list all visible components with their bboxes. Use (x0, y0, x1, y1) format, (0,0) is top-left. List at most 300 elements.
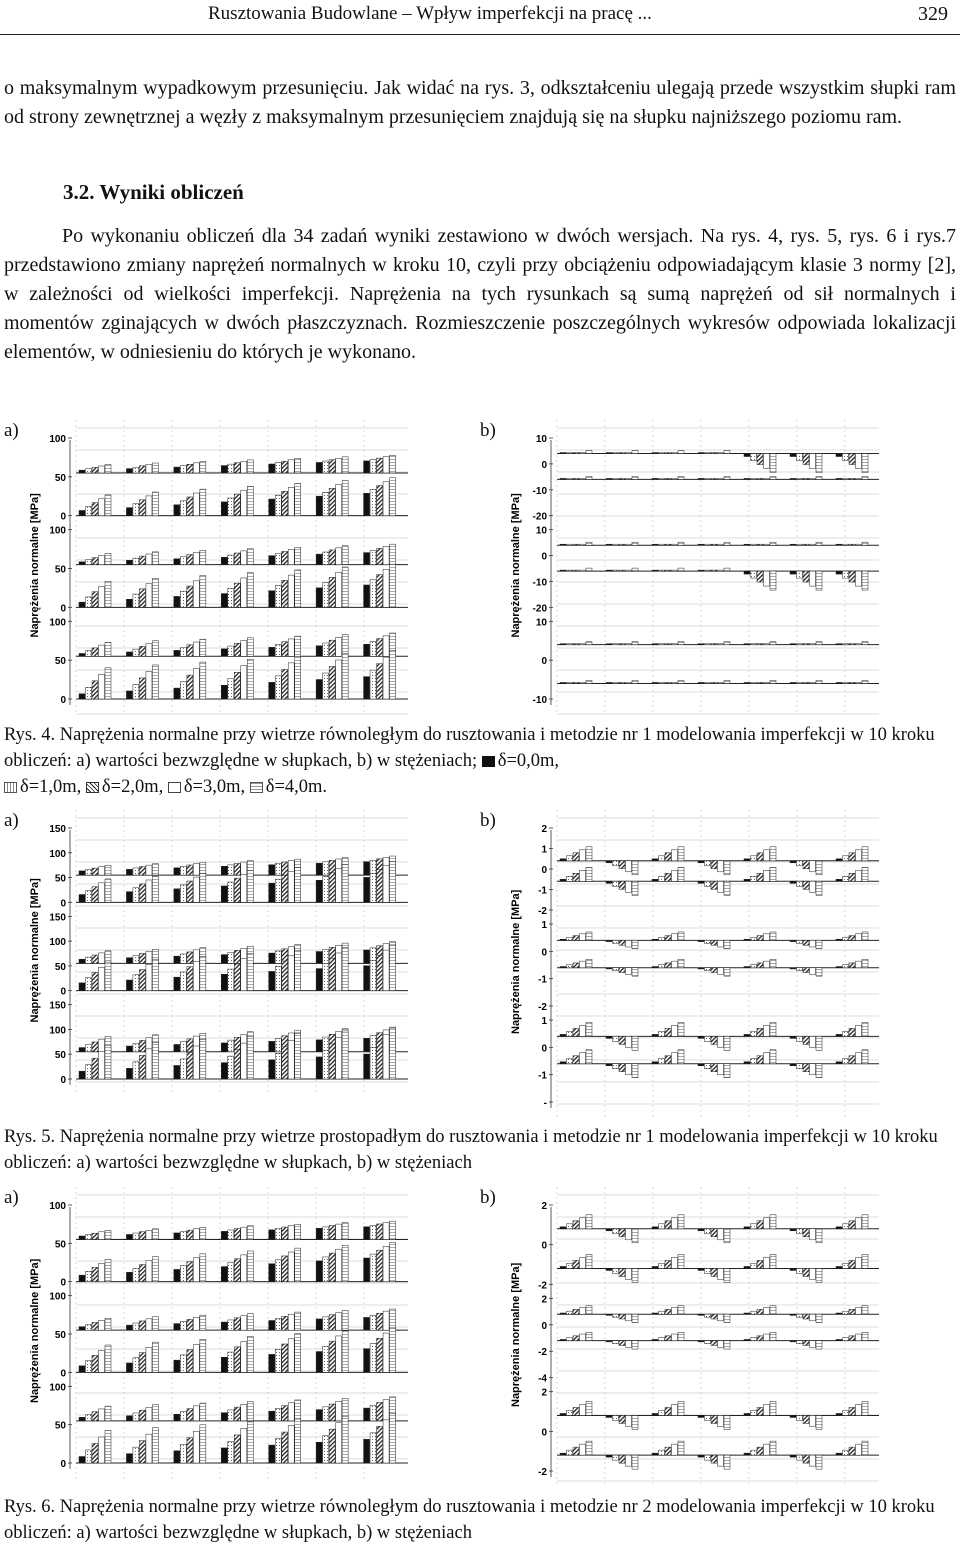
fig5b-bar (632, 1036, 638, 1050)
fig6b-bar (659, 1410, 665, 1415)
fig5b-bar (567, 876, 573, 881)
fig4a-bar (152, 641, 158, 657)
fig6b-bar (567, 1450, 573, 1455)
fig6a-bar (139, 1265, 145, 1282)
fig6a-bar (187, 1319, 193, 1330)
page-number: 329 (918, 3, 948, 25)
fig6b-tick: 2 (541, 1387, 547, 1399)
fig6a-bar (234, 1435, 240, 1463)
fig6b-bar (790, 1229, 796, 1231)
fig4b-bar (580, 453, 586, 454)
fig6a-bar (282, 1256, 288, 1282)
fig6a-tick: 100 (49, 1382, 66, 1394)
fig6b-bar (573, 1336, 579, 1341)
fig6b-bar (560, 1413, 566, 1415)
fig6b-bar (652, 1227, 658, 1229)
fig6b-bar (619, 1341, 625, 1346)
fig5b-bar (856, 961, 862, 968)
fig6a-bar (92, 1233, 98, 1239)
fig5a-bar (377, 870, 383, 903)
fig4a-bar (323, 583, 329, 608)
fig6a-bar (187, 1230, 193, 1239)
fig6b-bar (711, 1314, 717, 1319)
fig4b-tick: 10 (535, 434, 547, 445)
fig4b-bar (856, 682, 862, 683)
fig4b-bar (652, 544, 658, 545)
fig4b-bar (632, 568, 638, 571)
fig4a-bar (180, 682, 186, 699)
fig4a-bar (377, 575, 383, 608)
fig4b-bar (626, 682, 632, 683)
fig5b-bar (744, 879, 750, 881)
fig6a-bar (269, 1264, 275, 1282)
fig5b-bar (836, 879, 842, 881)
fig4a-bar (383, 569, 389, 607)
fig4a-bar (288, 549, 294, 564)
fig6a-bar (269, 1321, 275, 1331)
fig4a-bar (329, 550, 335, 565)
fig6a-bar (329, 1226, 335, 1240)
legend-swatch-solid (482, 756, 495, 767)
fig4a-bar (342, 567, 348, 607)
fig5a-bar (139, 1040, 145, 1051)
fig6a-bar (92, 1355, 98, 1372)
fig6b-bar (705, 1455, 711, 1460)
fig5b-bar (803, 940, 809, 945)
fig6b-bar (810, 1455, 816, 1466)
fig4a-bar (241, 461, 247, 473)
fig6a-bar (336, 1224, 342, 1239)
fig6b-bar (567, 1263, 573, 1268)
fig4a-bar (234, 672, 240, 699)
fig4b-bar (705, 570, 711, 571)
fig5a-bar (282, 862, 288, 875)
fig5b-bar (744, 1062, 750, 1064)
fig5b-bar (560, 879, 566, 881)
fig4a-bar (241, 551, 247, 565)
fig6a-bar (152, 1317, 158, 1330)
fig6a-bar (133, 1323, 139, 1330)
fig5a-bar (126, 1046, 132, 1052)
fig4b-bar (652, 644, 658, 645)
fig5b-bar (659, 965, 665, 968)
fig4b-bar (619, 478, 625, 479)
legend-swatch-dotted (4, 782, 17, 793)
fig4b-bar (757, 644, 763, 645)
fig6b-bar (711, 1268, 717, 1276)
fig5b-bar (797, 968, 803, 971)
fig6a-bar (390, 1328, 396, 1372)
fig4b-bar (724, 680, 730, 683)
fig4a-bar (86, 469, 92, 473)
fig4b-bar (836, 571, 842, 574)
fig5a-bar (234, 878, 240, 902)
fig4b-bar (580, 570, 586, 571)
fig5a-bar (200, 956, 206, 990)
fig6b-bar (803, 1229, 809, 1237)
fig5b-bar (790, 1036, 796, 1038)
fig5b-bar (856, 1025, 862, 1036)
fig6a-bar (342, 1416, 348, 1463)
fig4b-tick: -10 (532, 577, 547, 589)
fig5b-bar (790, 881, 796, 883)
fig6b-bar (626, 1341, 632, 1348)
fig6b-bar (790, 1314, 796, 1315)
fig4a-bar (329, 488, 335, 515)
fig6a-bar (180, 1355, 186, 1372)
fig4b-bar (606, 478, 612, 479)
fig6a-tick: 0 (60, 1368, 66, 1380)
fig4b-bar (613, 478, 619, 479)
fig6b-bar (856, 1218, 862, 1229)
fig6b-bar (764, 1257, 770, 1268)
fig6a-bar (377, 1250, 383, 1281)
running-title: Rusztowania Budowlane – Wpływ imperfekcji na pracę ... (208, 3, 652, 24)
fig4a-bar (126, 508, 132, 516)
fig4a-bar (336, 548, 342, 565)
fig5b-bar (770, 1050, 776, 1064)
fig4a-bar (364, 493, 370, 515)
fig6b-bar (718, 1314, 724, 1321)
fig4b-bar (678, 451, 684, 454)
fig4b-bar (678, 476, 684, 479)
fig5b-tick: -1 (538, 885, 547, 897)
fig6a-bar (105, 1406, 111, 1421)
fig4a-tick: 0 (60, 511, 66, 523)
fig5b-bar (567, 1059, 573, 1064)
fig4a-bar (234, 643, 240, 656)
fig4b-bar (632, 542, 638, 545)
fig6b-tick: -4 (538, 1373, 547, 1385)
fig6b-bar (751, 1450, 757, 1455)
fig4a-bar (323, 643, 329, 656)
fig6a-bar (92, 1444, 98, 1464)
fig5b-bar (744, 967, 750, 968)
fig6b-bar (751, 1311, 757, 1314)
intro-paragraph: o maksymalnym wypadkowym przesunięciu. Jak widać na rys. 3, odkształceniu ulegają przede wszystkim słupki ram od strony zewnętrznej a węzły z maksymalnym przesunięciem znajdują się na słupku najniższego poziomu ram. (4, 77, 956, 128)
fig5a-tick: 150 (49, 1000, 66, 1012)
fig5a-bar (241, 874, 247, 902)
fig4b-bar (836, 682, 842, 683)
fig4a-bar (193, 463, 199, 473)
fig6b-bar (573, 1309, 579, 1314)
fig4a-bar (126, 469, 132, 473)
fig6b-bar (567, 1311, 573, 1314)
fig4b-bar (678, 642, 684, 645)
fig4a-bar (247, 460, 253, 473)
fig4b-bar (586, 680, 592, 683)
fig5a-chart (24, 810, 414, 1095)
fig5a-bar (105, 865, 111, 875)
fig5b-bar (770, 847, 776, 861)
fig6a-bar (370, 1315, 376, 1330)
fig5a-bar (146, 880, 152, 902)
fig5a-bar (323, 949, 329, 963)
fig5b-bar (619, 1036, 625, 1044)
fig5a-bar (269, 883, 275, 902)
fig5a-bar (329, 1044, 335, 1079)
fig6a-bar (180, 1444, 186, 1463)
fig6b-bar (665, 1447, 671, 1455)
fig6a-bar (139, 1232, 145, 1240)
fig5a-bar (105, 962, 111, 991)
fig5a-tick: 150 (49, 824, 66, 835)
fig6b-bar (843, 1450, 849, 1455)
fig6b-bar (849, 1221, 855, 1229)
fig4a-bar (316, 588, 322, 608)
fig5b-bar (862, 867, 868, 881)
fig6b-bar (836, 1266, 842, 1268)
fig6a-bar (180, 1266, 186, 1282)
fig6b-bar (770, 1215, 776, 1229)
fig4a-bar (269, 647, 275, 656)
fig4a-tick: 100 (49, 617, 66, 629)
fig4b-bar (573, 478, 579, 479)
fig5b-bar (705, 1036, 711, 1041)
fig6a-bar (99, 1263, 105, 1281)
fig4a-bar (228, 464, 234, 473)
fig5a-bar (247, 953, 253, 990)
fig6b-bar (836, 1453, 842, 1455)
fig6a-bar (228, 1320, 234, 1330)
fig5b-bar (705, 881, 711, 886)
fig6b-bar (764, 1334, 770, 1341)
fig4b-bar (659, 544, 665, 545)
fig4a-chart (24, 420, 414, 715)
fig5b-bar (790, 1064, 796, 1066)
fig4a-bar (288, 487, 294, 515)
fig5b-bar (724, 861, 730, 875)
fig4b-bar (586, 568, 592, 571)
fig5b-bar (613, 1036, 619, 1041)
fig4a-bar (336, 572, 342, 607)
fig4a-bar (86, 597, 92, 607)
fig6b-bar (751, 1224, 757, 1229)
fig6a-bar (364, 1258, 370, 1282)
fig6b-bar (705, 1268, 711, 1273)
fig6a-bar (146, 1347, 152, 1372)
fig4b-bar (744, 544, 750, 545)
fig5b-bar (810, 940, 816, 947)
fig5a-bar (329, 872, 335, 902)
fig4b-bar (567, 644, 573, 645)
fig5a-bar (323, 862, 329, 875)
fig6a-bar (105, 1431, 111, 1464)
fig6b-bar (810, 1229, 816, 1240)
fig6a-bar (364, 1349, 370, 1373)
fig5b-bar (810, 1064, 816, 1075)
fig6b-bar (626, 1268, 632, 1279)
fig4b-tick: -20 (532, 603, 547, 615)
fig5b-bar (665, 963, 671, 968)
fig6a-bar (316, 1442, 322, 1463)
fig5a-bar (126, 1068, 132, 1079)
fig4-label-b: b) (480, 420, 496, 441)
fig6b-bar (849, 1309, 855, 1314)
fig6b-bar (698, 1314, 704, 1315)
fig6b-bar (698, 1455, 704, 1457)
fig4a-bar (146, 584, 152, 608)
fig4b-bar (816, 571, 822, 590)
fig4a-bar (133, 594, 139, 607)
fig6b-bar (718, 1268, 724, 1279)
fig5b-bar (757, 1028, 763, 1036)
legend-d3: δ=3,0m, (183, 777, 246, 797)
fig4a-bar (377, 486, 383, 516)
fig5a-bar (275, 966, 281, 990)
fig6b-bar (586, 1441, 592, 1455)
fig6a-bar (105, 1260, 111, 1282)
fig6b-bar (862, 1332, 868, 1340)
fig4a-bar (234, 463, 240, 473)
fig4a-bar (180, 648, 186, 657)
fig4a-bar (105, 495, 111, 516)
fig6b-bar (770, 1401, 776, 1415)
fig4a-bar (316, 680, 322, 700)
fig5b-bar (632, 968, 638, 976)
fig5b-bar (711, 968, 717, 973)
fig5b-bar (836, 859, 842, 861)
fig5b-bar (632, 940, 638, 948)
fig6a-bar (390, 1413, 396, 1463)
fig6a-bar (288, 1426, 294, 1463)
fig4b-bar (711, 570, 717, 571)
fig4b-bar (613, 644, 619, 645)
fig5b-bar (705, 940, 711, 943)
fig4a-bar (295, 458, 301, 473)
fig4a-bar (370, 550, 376, 564)
fig5b-bar (843, 937, 849, 940)
fig4b-tick: 10 (535, 617, 547, 629)
fig5b-bar (652, 1062, 658, 1064)
fig5b-bar (613, 940, 619, 943)
fig4a-tick: 50 (54, 564, 66, 576)
fig6b-bar (797, 1229, 803, 1234)
fig6a-bar (99, 1320, 105, 1330)
fig6b-bar (843, 1410, 849, 1415)
fig6a-bar (180, 1411, 186, 1420)
fig5b-bar (711, 940, 717, 945)
fig5a-bar (228, 969, 234, 991)
fig5a-bar (180, 1059, 186, 1079)
fig4-caption-text: Rys. 4. Naprężenia normalne przy wietrze równoległym do rusztowania i metodzie nr 1 modelowania imperfekcji w 10 kroku obliczeń: a) wartości bezwzględne w słupkach, b) w stężeniach; (4, 725, 935, 771)
fig5b-bar (698, 940, 704, 941)
fig4b-tick: -20 (532, 511, 547, 523)
fig6a-bar (139, 1353, 145, 1373)
fig4a-bar (86, 687, 92, 699)
fig6a-bar (336, 1423, 342, 1463)
fig5b-svg (505, 810, 885, 1118)
fig5a-bar (92, 1058, 98, 1079)
fig6a-bar (323, 1317, 329, 1330)
fig4b-bar (665, 453, 671, 454)
fig6a-bar (187, 1350, 193, 1373)
fig5a-bar (234, 863, 240, 875)
fig6a-bar (174, 1451, 180, 1463)
fig4b-bar (567, 682, 573, 683)
fig5b-bar (757, 963, 763, 968)
fig4b-bar (751, 454, 757, 461)
fig6a-bar (323, 1227, 329, 1240)
fig4a-bar (86, 560, 92, 565)
fig4b-bar (849, 544, 855, 545)
fig6a-bar (342, 1311, 348, 1331)
fig6a-bar (295, 1224, 301, 1239)
fig5a-bar (275, 1053, 281, 1079)
fig5a-bar (316, 969, 322, 991)
fig5b-bar (816, 881, 822, 895)
fig4b-bar (751, 682, 757, 683)
fig4b-bar (724, 642, 730, 645)
fig6b-bar (665, 1336, 671, 1341)
fig5a-bar (336, 1037, 342, 1079)
fig6a-bar (370, 1225, 376, 1239)
fig6a-bar (288, 1314, 294, 1330)
fig4b-bar (790, 478, 796, 479)
fig4a-bar (282, 491, 288, 515)
fig4a-bar (295, 570, 301, 607)
fig6a-bar (295, 1312, 301, 1330)
fig4b-bar (843, 571, 849, 578)
fig5b-bar (626, 940, 632, 947)
fig5b-bar (764, 934, 770, 941)
fig4a-bar (269, 464, 275, 473)
fig6b-tick: 2 (541, 1201, 547, 1212)
fig5a-bar (187, 967, 193, 991)
fig5b-bar (836, 939, 842, 940)
fig6b-bar (836, 1227, 842, 1229)
fig4b-bar (586, 542, 592, 545)
fig4b-bar (573, 453, 579, 454)
fig6a-bar (288, 1403, 294, 1421)
legend-swatch-empty (168, 782, 181, 793)
fig6a-bar (139, 1321, 145, 1330)
fig4b-bar (724, 476, 730, 479)
fig4a-bar (288, 663, 294, 699)
fig6b-bar (626, 1314, 632, 1321)
fig4a-bar (377, 639, 383, 657)
fig4a-bar (152, 492, 158, 516)
fig5a-bar (152, 959, 158, 990)
fig6b-bar (836, 1339, 842, 1340)
fig4b-bar (698, 682, 704, 683)
fig4b-bar (770, 642, 776, 645)
fig6a-bar (193, 1317, 199, 1330)
fig5a-bar (180, 885, 186, 902)
fig6a-bar (275, 1439, 281, 1463)
fig5b-bar (797, 881, 803, 886)
fig5a-bar (247, 870, 253, 902)
fig4b-tick: 0 (541, 551, 547, 563)
fig6b-bar (560, 1453, 566, 1455)
fig6a-bar (174, 1360, 180, 1372)
fig6a-bar (174, 1414, 180, 1421)
fig6a-bar (99, 1232, 105, 1240)
fig6b-bar (770, 1254, 776, 1268)
fig5a-bar (79, 895, 85, 903)
fig6b-bar (849, 1447, 855, 1455)
fig4b-bar (764, 454, 770, 469)
fig4b-bar (751, 571, 757, 578)
fig6b-bar (757, 1447, 763, 1455)
fig6a-bar (193, 1229, 199, 1240)
fig5a-bar (282, 1047, 288, 1079)
fig5b-tick: 1 (541, 844, 547, 856)
fig5a-bar (86, 891, 92, 903)
fig5b-bar (567, 937, 573, 940)
fig4a-bar (193, 642, 199, 656)
fig6b-bar (678, 1401, 684, 1415)
